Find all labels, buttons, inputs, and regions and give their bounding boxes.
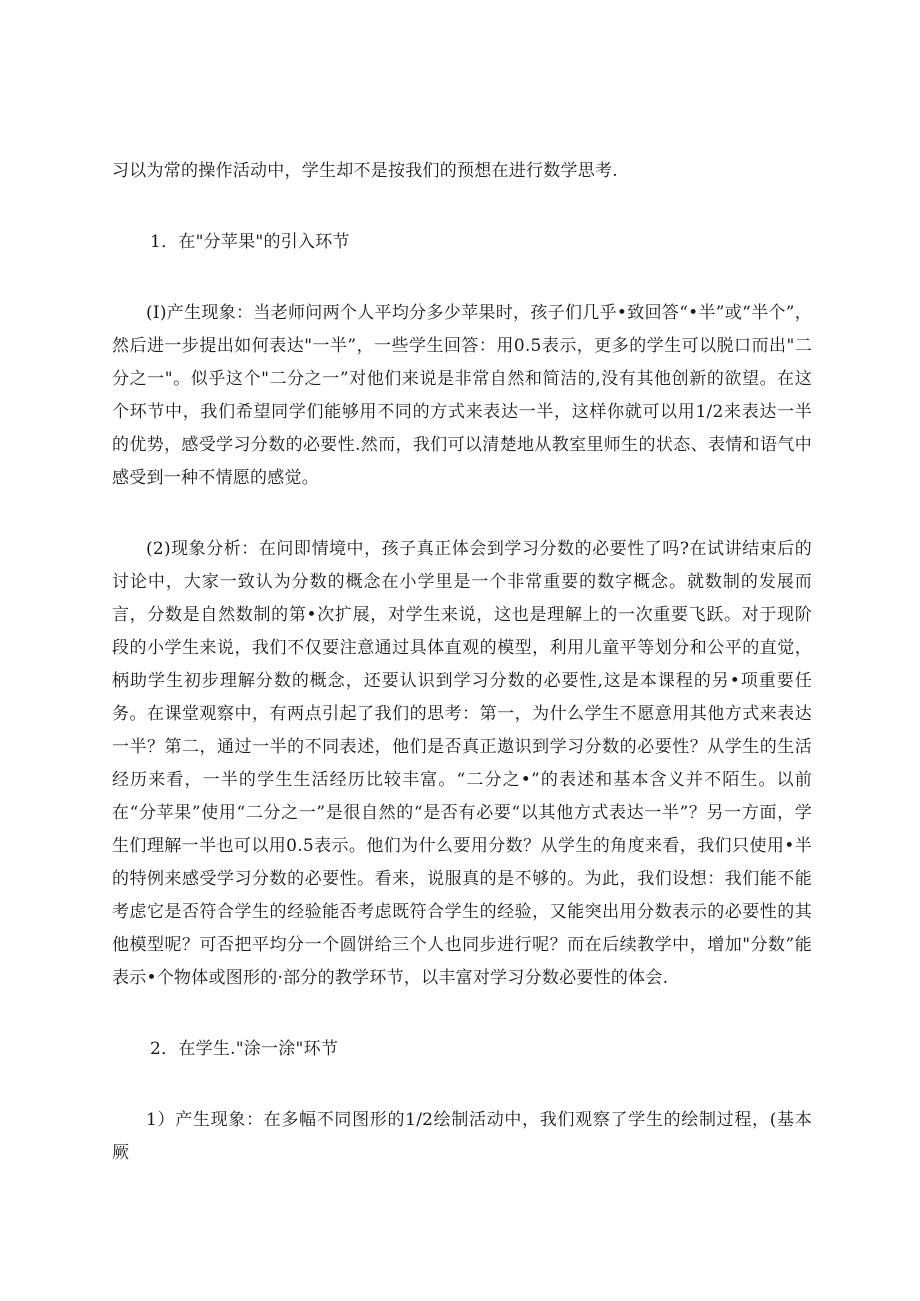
section-heading-2: 2．在学生."涂一涂"环节 [150, 1039, 339, 1059]
document-body [112, 155, 812, 1170]
paragraph-phenomenon-3: 1）产生现象：在多幅不同图形的1/2绘制活动中，我们观察了学生的绘制过程，(基本厥 [112, 1110, 812, 1163]
paragraph-analysis-2: (2)现象分析：在问即情境中，孩子真正体会到学习分数的必要性了吗?在试讲结束后的讨论中，大家一致认为分数的概念在小学里是一个非常重要的数字概念。就数制的发展而言，分数是自然数制的第•次扩展，对学生来说，这也是理解上的一次重要飞跃。对于现阶段的小学生来说，我们不仅要注意通过具体直观的模型，利用儿童平等划分和公平的直觉，柄助学生初步理解分数的概念，还要认识到学习分数的必要性,这是本课程的另•项重要任务。在课堂观察中，有两点引起了我们的思考：第一，为什么学生不愿意用其他方式来表达一半？第二，通过一半的不同表述，他们是否真正遨识到学习分数的必要性？从学生的生活经历来看，一半的学生生活经历比较丰富。“二分之•”的表述和基本含义并不陌生。以前在“分苹果”使用“二分之一”是很自然的“是否有必要“以其他方式表达一半”？另一方面，学生们理解一半也可以用0.5表示。他们为什么要用分数？从学生的角度来看，我们只使用•半的特例来感受学习分数的必要性。看来，说服真的是不够的。为此，我们设想：我们能不能考虑它是否符合学生的经验能否考虑既符合学生的经验，又能突出用分数表示的必要性的其他模型呢？可否把平均分一个圆饼给三个人也同步进行呢？而在后续教学中，增加"分数”能表示•个物体或图形的·部分的教学环节，以丰富对学习分数必要性的体会. [112, 539, 812, 988]
section-heading-1: 1．在"分苹果"的引入环节 [150, 232, 350, 252]
paragraph-phenomenon-1: (I)产生现象：当老师问两个人平均分多少苹果时，孩子们几乎•致回答“•半”或“半个”，然后进一步提出如何表达"一半”，一些学生回答：用0.5表示，更多的学生可以脱口而出"二分之一"。似乎这个"二分之一”对他们来说是非常自然和简洁的,没有其他创新的欲望。在这个环节中，我们希望同学们能够用不同的方式来表达一半，这样你就可以用1/2来表达一半的优势，感受学习分数的必要性.然而，我们可以清楚地从教室里师生的状态、表情和语气中感受到一种不情愿的感觉。 [112, 303, 812, 488]
continuation-paragraph: 习以为常的操作活动中，学生却不是按我们的预想在进行数学思考. [112, 161, 618, 181]
